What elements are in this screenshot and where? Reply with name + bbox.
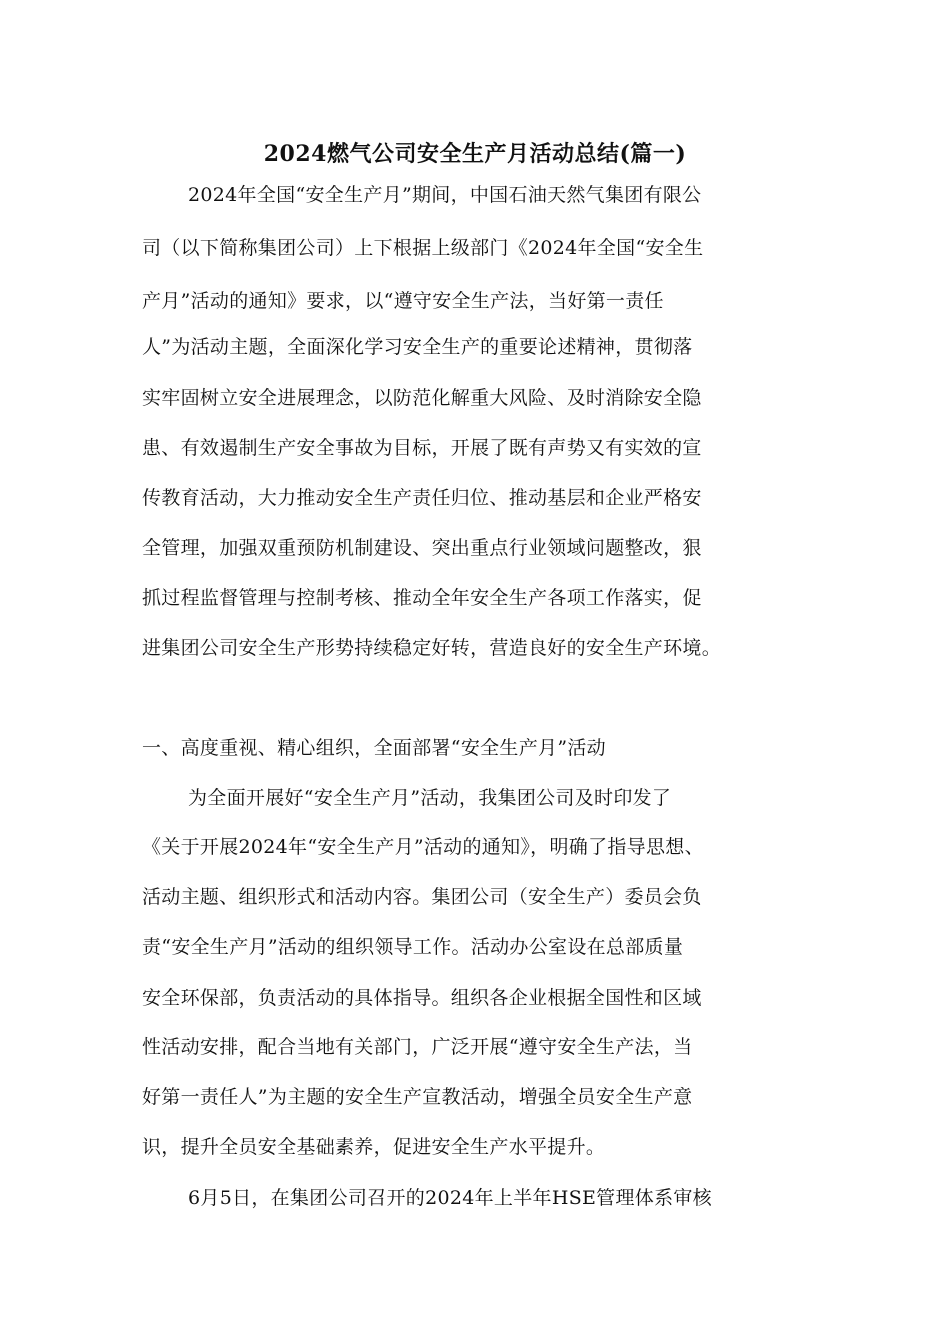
intro-line-2: 司（以下简称集团公司）上下根据上级部门《2024年全国“安全生 (142, 237, 704, 259)
intro-line-10: 进集团公司安全生产形势持续稳定好转，营造良好的安全生产环境。 (142, 637, 722, 659)
section-line-9: 6月5日，在集团公司召开的2024年上半年HSE管理体系审核 (188, 1187, 712, 1209)
section-line-4: 责“安全生产月”活动的组织领导工作。活动办公室设在总部质量 (142, 936, 684, 958)
intro-line-5: 实牢固树立安全进展理念，以防范化解重大风险、及时消除安全隐 (142, 387, 702, 409)
intro-line-4: 人”为活动主题，全面深化学习安全生产的重要论述精神，贯彻落 (142, 336, 693, 358)
section-line-7: 好第一责任人”为主题的安全生产宣教活动，增强全员安全生产意 (142, 1086, 693, 1108)
intro-line-3: 产月”活动的通知》要求，以“遵守安全生产法，当好第一责任 (142, 290, 664, 312)
intro-line-9: 抓过程监督管理与控制考核、推动全年安全生产各项工作落实，促 (142, 587, 702, 609)
section-line-2: 《关于开展2024年“安全生产月”活动的通知》，明确了指导思想、 (142, 836, 704, 858)
section-heading: 一、高度重视、精心组织，全面部署“安全生产月”活动 (142, 737, 606, 759)
section-line-8: 识，提升全员安全基础素养，促进安全生产水平提升。 (142, 1136, 606, 1158)
document-title: 2024燃气公司安全生产月活动总结(篇一) (263, 141, 687, 167)
intro-line-6: 患、有效遏制生产安全事故为目标，开展了既有声势又有实效的宣 (142, 437, 702, 459)
section-line-1: 为全面开展好“安全生产月”活动，我集团公司及时印发了 (188, 787, 672, 809)
section-line-6: 性活动安排，配合当地有关部门，广泛开展“遵守安全生产法，当 (142, 1036, 693, 1058)
intro-line-1: 2024年全国“安全生产月”期间，中国石油天然气集团有限公 (188, 184, 702, 206)
intro-line-8: 全管理，加强双重预防机制建设、突出重点行业领域问题整改，狠 (142, 537, 702, 559)
intro-line-7: 传教育活动，大力推动安全生产责任归位、推动基层和企业严格安 (142, 487, 702, 509)
section-line-3: 活动主题、组织形式和活动内容。集团公司（安全生产）委员会负 (142, 886, 702, 908)
section-line-5: 安全环保部，负责活动的具体指导。组织各企业根据全国性和区域 (142, 987, 702, 1009)
